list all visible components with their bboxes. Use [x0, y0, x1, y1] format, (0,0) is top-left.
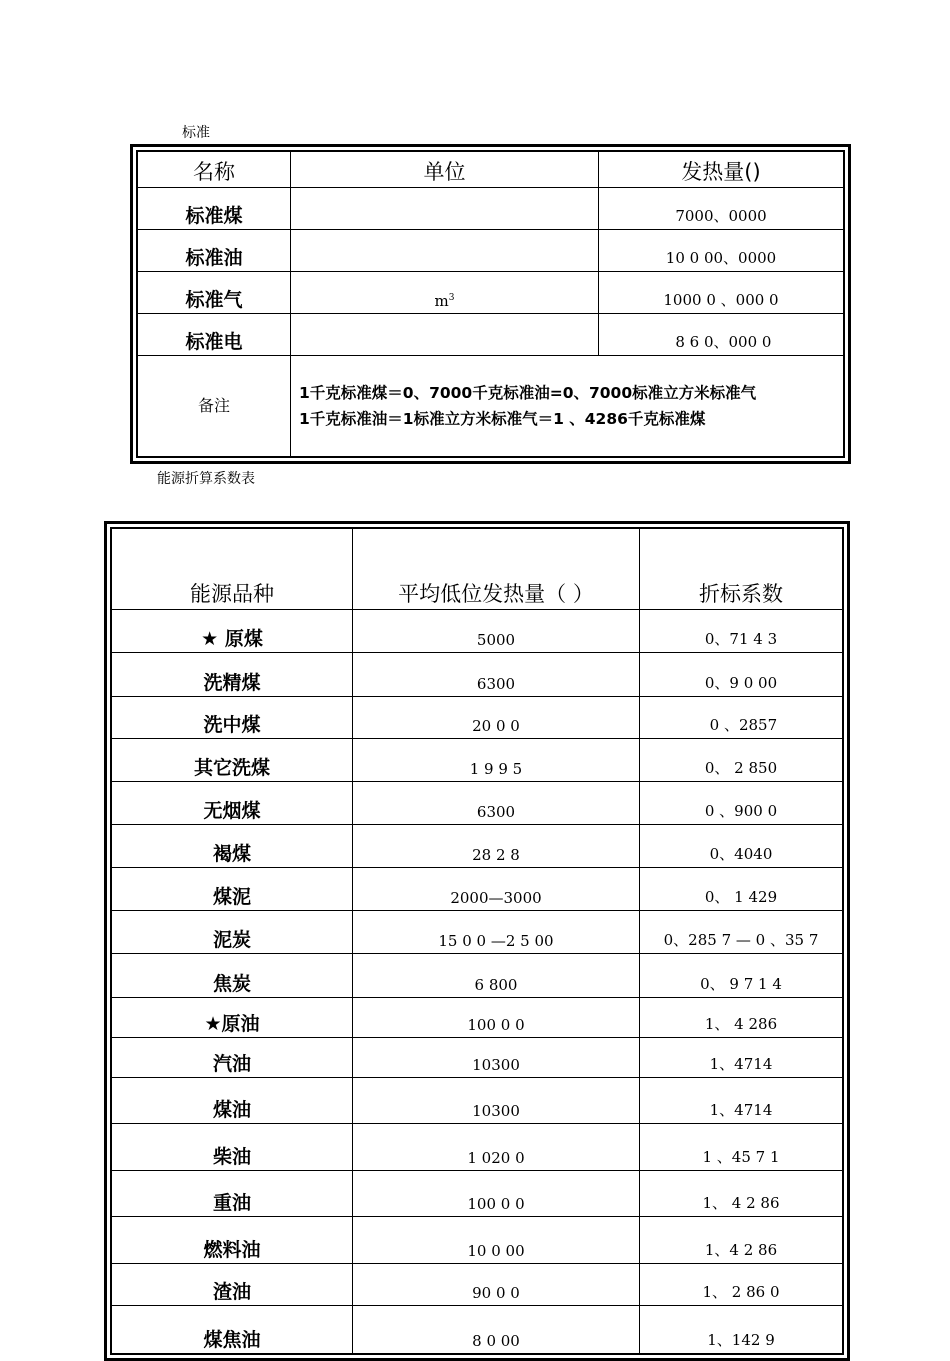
table-row: [112, 610, 843, 653]
row-energy-name: 焦炭: [112, 954, 353, 998]
row-avg-heat: 1 020 0: [353, 1124, 640, 1171]
row-unit: [291, 272, 599, 314]
row-coefficient: 1、4 2 86: [640, 1217, 843, 1264]
row-avg-heat: 100 0 0: [353, 1171, 640, 1217]
row-value: 1000 0 、000 0: [599, 272, 844, 314]
table-row: [112, 954, 843, 998]
coefficient-table: [104, 521, 850, 1361]
table-row: [112, 696, 843, 738]
row-coefficient: 0、285 7 — 0 、35 7: [640, 910, 843, 954]
row-avg-heat: 90 0 0: [353, 1264, 640, 1306]
table-row: [138, 314, 844, 356]
table-row: [138, 356, 844, 457]
row-energy-name: 燃料油: [112, 1217, 353, 1264]
note-line: 1千克标准油＝1标准立方米标准气＝1 、4286千克标准煤: [299, 410, 706, 428]
table-row: [112, 738, 843, 782]
row-avg-heat: 1 9 9 5: [353, 738, 640, 782]
row-value: 10 0 00、0000: [599, 230, 844, 272]
row-energy-name: 煤油: [112, 1077, 353, 1124]
header-unit: 单位: [291, 152, 599, 188]
row-energy-name: ★ 原煤: [112, 610, 353, 653]
table-row: [112, 653, 843, 697]
header-heat: 发热量(): [599, 152, 844, 188]
header-energy-type: 能源品种: [112, 529, 353, 610]
row-energy-name: 重油: [112, 1171, 353, 1217]
row-energy-name: ★原油: [112, 998, 353, 1038]
row-energy-name: 洗中煤: [112, 696, 353, 738]
table-row: [112, 1124, 843, 1171]
header-avg-heat: 平均低位发热量（ ）: [353, 529, 640, 610]
row-avg-heat: 20 0 0: [353, 696, 640, 738]
table-row: [112, 1217, 843, 1264]
row-energy-name: 渣油: [112, 1264, 353, 1306]
row-avg-heat: 6 800: [353, 954, 640, 998]
table-row: [138, 188, 844, 230]
row-avg-heat: 2000—3000: [353, 867, 640, 910]
row-energy-name: 煤泥: [112, 867, 353, 910]
row-name: 标准电: [138, 314, 291, 356]
row-coefficient: 1、4714: [640, 1037, 843, 1077]
table-row: [112, 1171, 843, 1217]
row-name: 标准煤: [138, 188, 291, 230]
unit-text: m: [434, 292, 449, 310]
row-value: 7000、0000: [599, 188, 844, 230]
row-coefficient: 0 、900 0: [640, 782, 843, 825]
row-unit: [291, 230, 599, 272]
row-avg-heat: 100 0 0: [353, 998, 640, 1038]
table2-caption: 能源折算系数表: [157, 471, 255, 487]
row-energy-name: 其它洗煤: [112, 738, 353, 782]
row-unit: [291, 188, 599, 230]
table-row: [112, 782, 843, 825]
row-avg-heat: 8 0 00: [353, 1305, 640, 1353]
table-row: [112, 1037, 843, 1077]
row-coefficient: 0、9 0 00: [640, 653, 843, 697]
note-content: [291, 356, 844, 457]
row-coefficient: 1、 4 286: [640, 998, 843, 1038]
row-coefficient: 0、 9 7 1 4: [640, 954, 843, 998]
row-coefficient: 1、142 9: [640, 1305, 843, 1353]
row-avg-heat: 28 2 8: [353, 825, 640, 868]
row-coefficient: 0 、2857: [640, 696, 843, 738]
row-unit: [291, 314, 599, 356]
header-coefficient: 折标系数: [640, 529, 843, 610]
row-avg-heat: 5000: [353, 610, 640, 653]
row-energy-name: 洗精煤: [112, 653, 353, 697]
row-name: 标准气: [138, 272, 291, 314]
table-row: [112, 1305, 843, 1353]
table-row: [112, 1077, 843, 1124]
row-avg-heat: 10 0 00: [353, 1217, 640, 1264]
row-coefficient: 1 、45 7 1: [640, 1124, 843, 1171]
row-coefficient: 1、 2 86 0: [640, 1264, 843, 1306]
standard-table: [130, 144, 851, 464]
row-avg-heat: 6300: [353, 653, 640, 697]
row-coefficient: 0、71 4 3: [640, 610, 843, 653]
table-row: [112, 867, 843, 910]
row-value: 8 6 0、000 0: [599, 314, 844, 356]
table-row: [138, 272, 844, 314]
table-row: [138, 230, 844, 272]
row-coefficient: 0、 1 429: [640, 867, 843, 910]
unit-superscript: 3: [448, 293, 455, 303]
row-energy-name: 泥炭: [112, 910, 353, 954]
note-line: 1千克标准煤＝0、7000千克标准油=0、7000标准立方米标准气: [299, 384, 757, 402]
note-label: 备注: [138, 356, 291, 457]
row-energy-name: 煤焦油: [112, 1305, 353, 1353]
row-avg-heat: 6300: [353, 782, 640, 825]
row-coefficient: 1、 4 2 86: [640, 1171, 843, 1217]
row-energy-name: 褐煤: [112, 825, 353, 868]
table-row: [112, 998, 843, 1038]
row-avg-heat: 10300: [353, 1037, 640, 1077]
row-coefficient: 0、4040: [640, 825, 843, 868]
table-row: [112, 910, 843, 954]
row-energy-name: 无烟煤: [112, 782, 353, 825]
header-name: 名称: [138, 152, 291, 188]
row-name: 标准油: [138, 230, 291, 272]
table-row: [112, 1264, 843, 1306]
row-energy-name: 柴油: [112, 1124, 353, 1171]
table1-caption: 标准: [182, 125, 210, 141]
row-coefficient: 1、4714: [640, 1077, 843, 1124]
table-row: [112, 825, 843, 868]
row-avg-heat: 15 0 0 —2 5 00: [353, 910, 640, 954]
row-avg-heat: 10300: [353, 1077, 640, 1124]
row-energy-name: 汽油: [112, 1037, 353, 1077]
row-coefficient: 0、 2 850: [640, 738, 843, 782]
